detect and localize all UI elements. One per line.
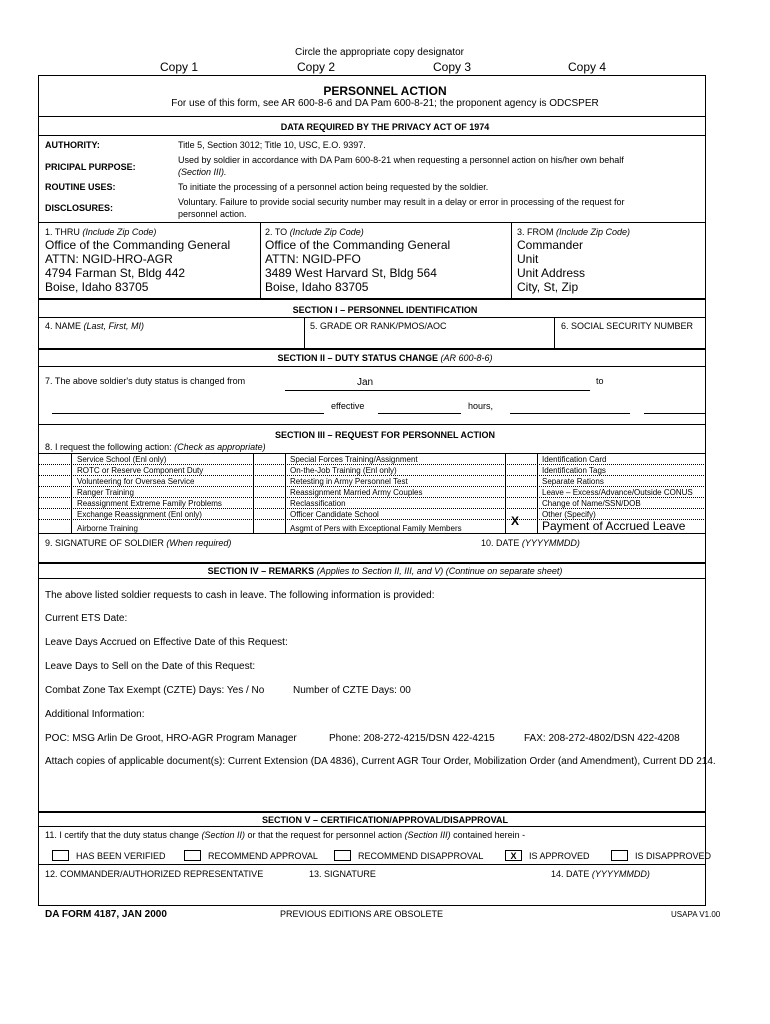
q8-label: 8. I request the following action: (Check as appropriate) [45, 442, 266, 452]
action-column-3[interactable] [542, 454, 693, 520]
form-subtitle: For use of this form, see AR 600-8-6 and DA Pam 600-8-21; the proponent agency is ODCSPER [171, 98, 599, 109]
action-column-2[interactable] [290, 454, 462, 534]
from-address[interactable]: Commander Unit Unit Address City, St, Zip [517, 238, 586, 294]
effective-label: effective [331, 401, 365, 411]
action-option: Volunteering for Oversea Service [77, 477, 195, 486]
action-option: Identification Tags [542, 466, 606, 475]
authority-label: AUTHORITY: [45, 140, 100, 150]
to-label-q7: to [596, 376, 604, 386]
obsolete-notice: PREVIOUS EDITIONS ARE OBSOLETE [280, 909, 444, 919]
action-option: Retesting in Army Personnel Test [290, 477, 408, 486]
purpose-text-1: Used by soldier in accordance with DA Pam 600-8-21 when requesting a personnel action on his/her own behalf [178, 155, 624, 165]
action-option: Exchange Reassignment (Enl only) [77, 510, 202, 519]
status-from-value[interactable]: Jan [357, 377, 374, 388]
copy-1[interactable]: Copy 1 [160, 60, 199, 74]
action-option: Separate Rations [542, 477, 604, 486]
action-option: Other (Specify) [542, 510, 596, 519]
other-checkmark[interactable]: X [511, 514, 520, 528]
disclosures-label: DISCLOSURES: [45, 203, 114, 213]
date-field-10[interactable]: 10. DATE (YYYYMMDD) [481, 538, 580, 548]
form-id: DA FORM 4187, JAN 2000 [45, 909, 167, 920]
remarks-leave-sell: Leave Days to Sell on the Date of this Request: [45, 661, 256, 672]
section2-heading: SECTION II – DUTY STATUS CHANGE (AR 600-8-6) [277, 353, 493, 363]
form-version: USAPA V1.00 [671, 910, 721, 919]
action-option: Reassignment Extreme Family Problems [77, 499, 222, 508]
action-option: Reassignment Married Army Couples [290, 488, 423, 497]
name-field[interactable]: 4. NAME (Last, First, MI) [45, 321, 145, 331]
date-field-14[interactable]: 14. DATE (YYYYMMDD) [551, 869, 650, 879]
approved-label: IS APPROVED [529, 851, 590, 861]
q7-label: 7. The above soldier's duty status is changed from [45, 376, 246, 386]
copy-2[interactable]: Copy 2 [297, 60, 336, 74]
remarks-leave-accrued: Leave Days Accrued on Effective Date of this Request: [45, 637, 288, 648]
section3-heading: SECTION III – REQUEST FOR PERSONNEL ACTION [274, 430, 496, 440]
grade-field[interactable]: 5. GRADE OR RANK/PMOS/AOC [310, 321, 447, 331]
authority-text: Title 5, Section 3012; Title 10, USC, E.O. 9397. [178, 140, 366, 150]
soldier-signature-field[interactable]: 9. SIGNATURE OF SOLDIER (When required) [45, 538, 232, 548]
action-option: ROTC or Reserve Component Duty [77, 466, 204, 475]
copy-3[interactable]: Copy 3 [433, 60, 472, 74]
approved-checkbox[interactable]: X [505, 850, 522, 861]
commander-field[interactable]: 12. COMMANDER/AUTHORIZED REPRESENTATIVE [45, 869, 264, 879]
section5-heading: SECTION V – CERTIFICATION/APPROVAL/DISAPPROVAL [261, 815, 509, 825]
privacy-heading: DATA REQUIRED BY THE PRIVACY ACT OF 1974 [280, 122, 490, 132]
disapproved-checkbox[interactable] [611, 850, 628, 861]
routine-label: ROUTINE USES: [45, 182, 116, 192]
recommend-approval-checkbox[interactable] [184, 850, 201, 861]
section4-heading: SECTION IV – REMARKS (Applies to Section II, III, and V) (Continue on separate sheet) [207, 566, 563, 576]
form-title: PERSONNEL ACTION [323, 84, 447, 98]
copy-4[interactable]: Copy 4 [568, 60, 607, 74]
routine-text: To initiate the processing of a personnel action being requested by the soldier. [178, 182, 489, 192]
from-label: 3. FROM (Include Zip Code) [517, 227, 631, 237]
disclosures-text-2: personnel action. [178, 209, 247, 219]
signature-field[interactable]: 13. SIGNATURE [309, 869, 376, 879]
action-column-1[interactable] [77, 454, 222, 534]
remarks-poc: POC: MSG Arlin De Groot, HRO-AGR Program Manager [45, 733, 297, 744]
recommend-approval-label: RECOMMEND APPROVAL [208, 851, 318, 861]
action-option: Special Forces Training/Assignment [290, 455, 418, 464]
remarks-phone: Phone: 208-272-4215/DSN 422-4215 [329, 733, 495, 744]
remarks-attach: Attach copies of applicable document(s): Current Extension (DA 4836), Current AGR Tour Order, Mobilization Order (and Amendment), Current DD 214. [45, 756, 716, 767]
action-option: Airborne Training [77, 524, 138, 533]
hours-label: hours, [468, 401, 494, 411]
thru-address[interactable]: Office of the Commanding General ATTN: NGID-HRO-AGR 4794 Farman St, Bldg 442 Boise, Idaho 83705 [45, 238, 231, 294]
ssn-field[interactable]: 6. SOCIAL SECURITY NUMBER [561, 321, 694, 331]
q11-label: 11. I certify that the duty status change (Section II) or that the request for personnel action (Section III) contained herein - [45, 830, 526, 840]
remarks-additional: Additional Information: [45, 709, 145, 720]
remarks-czte: Combat Zone Tax Exempt (CZTE) Days: Yes / No [45, 685, 265, 696]
purpose-label: PRICIPAL PURPOSE: [45, 162, 136, 172]
verified-label: HAS BEEN VERIFIED [76, 851, 166, 861]
remarks-fax: FAX: 208-272-4802/DSN 422-4208 [524, 733, 680, 744]
action-option: On-the-Job Training (Enl only) [290, 466, 397, 475]
remarks-czte-days: Number of CZTE Days: 00 [293, 685, 411, 696]
action-option: Ranger Training [77, 488, 134, 497]
disapproved-label: IS DISAPPROVED [635, 851, 712, 861]
to-label: 2. TO (Include Zip Code) [265, 227, 364, 237]
purpose-text-2: (Section III). [178, 167, 227, 177]
action-option: Officer Candidate School [290, 510, 379, 519]
section1-heading: SECTION I – PERSONNEL IDENTIFICATION [292, 305, 478, 315]
copy-instruction: Circle the appropriate copy designator [295, 47, 464, 58]
action-option: Reclassification [290, 499, 346, 508]
verified-checkbox[interactable] [52, 850, 69, 861]
recommend-disapproval-label: RECOMMEND DISAPPROVAL [358, 851, 484, 861]
action-option: Identification Card [542, 455, 607, 464]
other-specify-value[interactable]: Payment of Accrued Leave [542, 519, 686, 533]
action-option: Change of Name/SSN/DOB [542, 499, 641, 508]
to-address[interactable]: Office of the Commanding General ATTN: NGID-PFO 3489 West Harvard St, Bldg 564 Boise, Idaho 83705 [265, 238, 451, 294]
disclosures-text-1: Voluntary. Failure to provide social security number may result in a delay or error in processing of the request for [178, 197, 625, 207]
action-option: Leave – Excess/Advance/Outside CONUS [542, 488, 693, 497]
recommend-disapproval-checkbox[interactable] [334, 850, 351, 861]
action-option: Asgmt of Pers with Exceptional Family Members [290, 524, 462, 533]
remarks-line-1: The above listed soldier requests to cash in leave. The following information is provided: [45, 590, 435, 601]
action-option: Service School (Enl only) [77, 455, 167, 464]
thru-label: 1. THRU (Include Zip Code) [45, 227, 157, 237]
remarks-ets-date: Current ETS Date: [45, 613, 128, 624]
